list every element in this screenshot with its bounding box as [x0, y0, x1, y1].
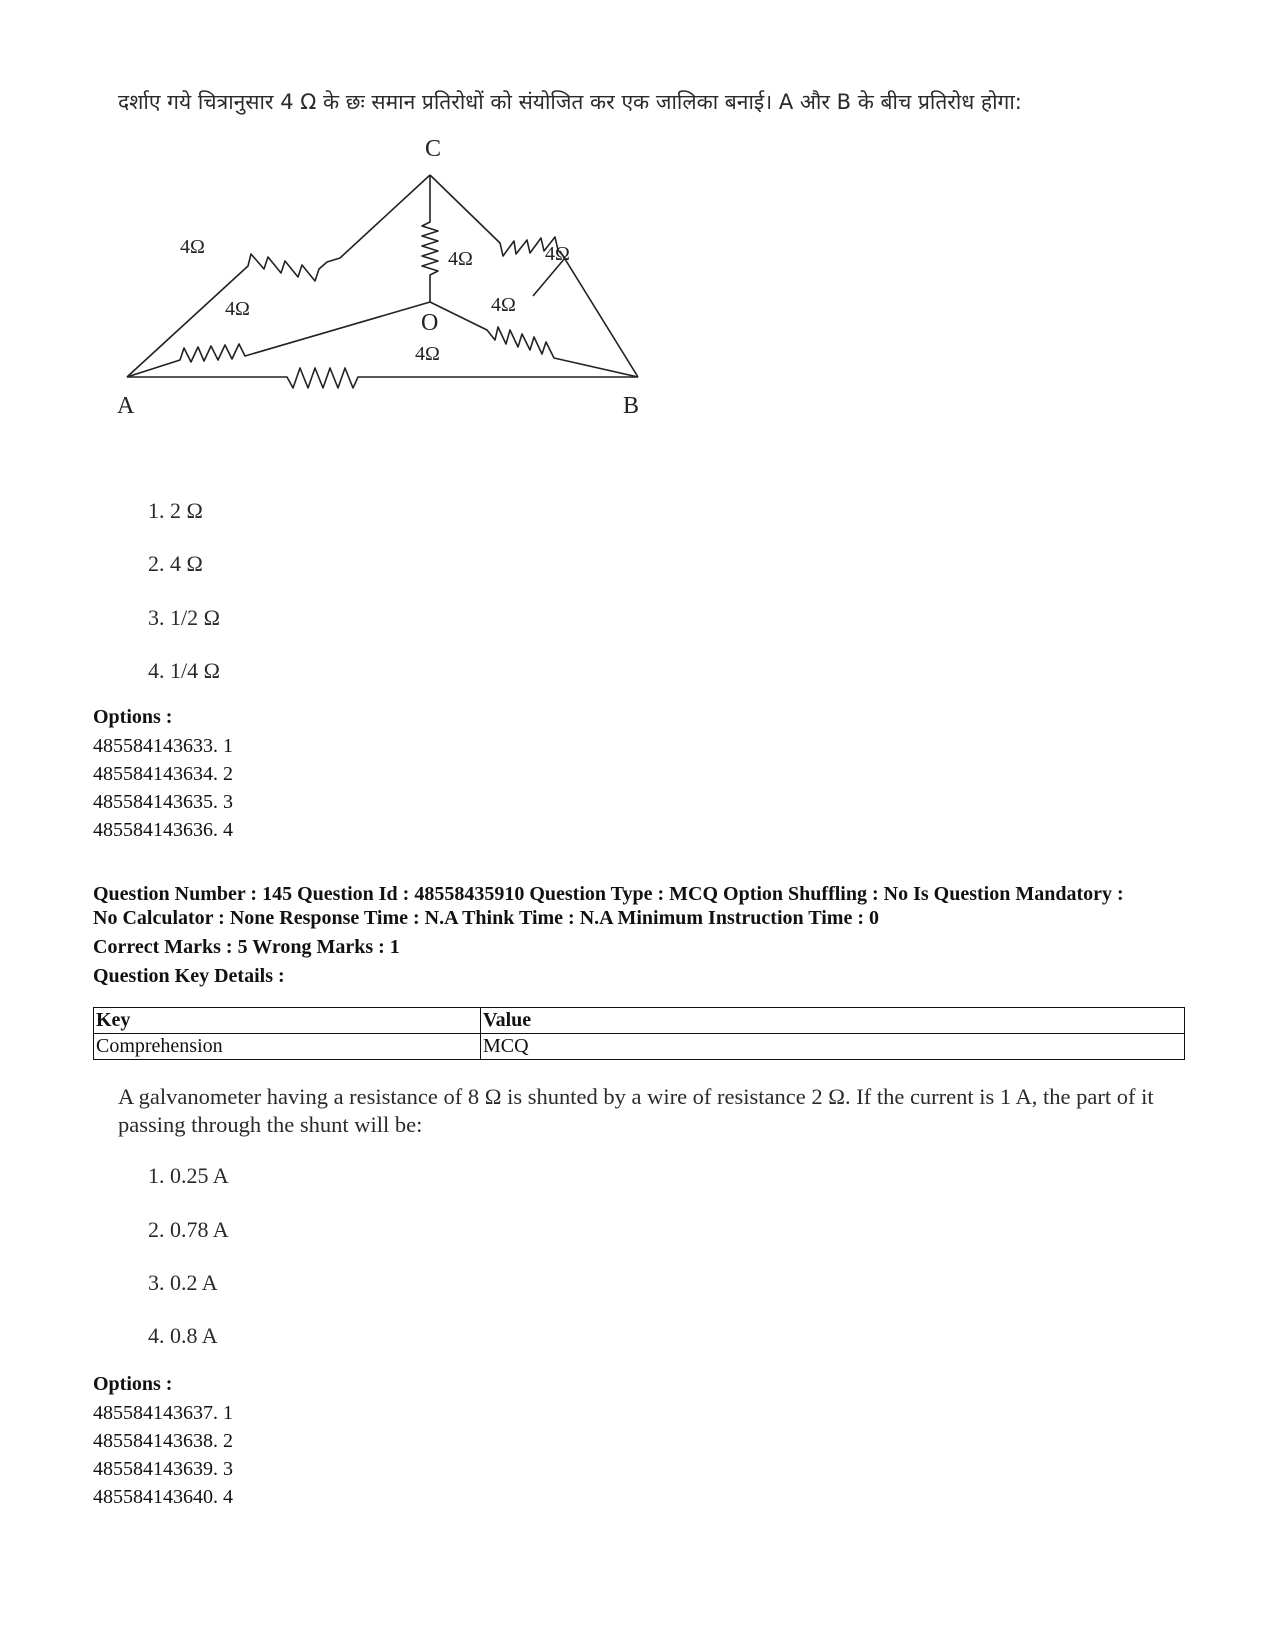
options-title: Options : [93, 706, 173, 728]
choice-2: 2. 0.78 A [148, 1217, 229, 1242]
choice-1: 1. 0.25 A [148, 1163, 229, 1188]
table-header-row [94, 1008, 1185, 1034]
option-id-line: 485584143635. 3 [93, 791, 233, 813]
choice-3: 3. 0.2 A [148, 1270, 218, 1295]
resistor-ob-label: 4Ω [491, 294, 516, 316]
table-cell-key: Comprehension [94, 1034, 481, 1060]
resistor-ab-label: 4Ω [415, 343, 440, 365]
option-id-line: 485584143640. 4 [93, 1486, 233, 1508]
options-title: Options : [93, 1373, 173, 1395]
option-id-line: 485584143636. 4 [93, 819, 233, 841]
resistor-ac-label: 4Ω [180, 236, 205, 258]
option-id-line: 485584143637. 1 [93, 1402, 233, 1424]
question-key-details-title: Question Key Details : [93, 965, 285, 987]
resistor-cb [430, 175, 565, 296]
question-2-text: A galvanometer having a resistance of 8 Ω is shunted by a wire of resistance 2 Ω. If the current is 1 A, the part of it passing through the shunt will be: [118, 1084, 1154, 1137]
node-a-label: A [117, 393, 135, 419]
choice-4: 4. 1/4 Ω [148, 658, 220, 683]
resistor-co [422, 175, 438, 302]
choice-4: 4. 0.8 A [148, 1323, 218, 1348]
resistor-ao-label: 4Ω [225, 298, 250, 320]
table-header-value: Value [481, 1008, 1185, 1034]
node-o-label: O [421, 310, 439, 336]
resistor-ao [127, 302, 430, 377]
option-id-line: 485584143633. 1 [93, 735, 233, 757]
resistor-ob [430, 302, 638, 377]
option-id-line: 485584143639. 3 [93, 1458, 233, 1480]
resistor-network-diagram [105, 130, 640, 440]
resistor-ab [127, 368, 638, 388]
question-marks: Correct Marks : 5 Wrong Marks : 1 [93, 936, 400, 958]
question-1-text: दर्शाए गये चित्रानुसार 4 Ω के छः समान प्रतिरोधों को संयोजित कर एक जालिका बनाई। A और B के बीच प्रतिरोध होगा: [118, 90, 1022, 114]
table-header-key: Key [94, 1008, 481, 1034]
resistor-co-label: 4Ω [448, 248, 473, 270]
table-cell-value: MCQ [481, 1034, 1185, 1060]
node-c-label: C [425, 136, 442, 162]
choice-1: 1. 2 Ω [148, 498, 203, 523]
table-row [94, 1034, 1185, 1060]
choice-2: 2. 4 Ω [148, 551, 203, 576]
question-key-table [93, 1007, 1185, 1060]
choice-3: 3. 1/2 Ω [148, 605, 220, 630]
node-b-label: B [623, 393, 640, 419]
resistor-cb-label: 4Ω [545, 243, 570, 265]
option-id-line: 485584143638. 2 [93, 1430, 233, 1452]
option-id-line: 485584143634. 2 [93, 763, 233, 785]
question-meta-line-2: No Calculator : None Response Time : N.A Think Time : N.A Minimum Instruction Time : 0 [93, 907, 879, 929]
question-meta-line-1: Question Number : 145 Question Id : 48558435910 Question Type : MCQ Option Shuffling : No Is Question Mandatory : [93, 883, 1124, 905]
